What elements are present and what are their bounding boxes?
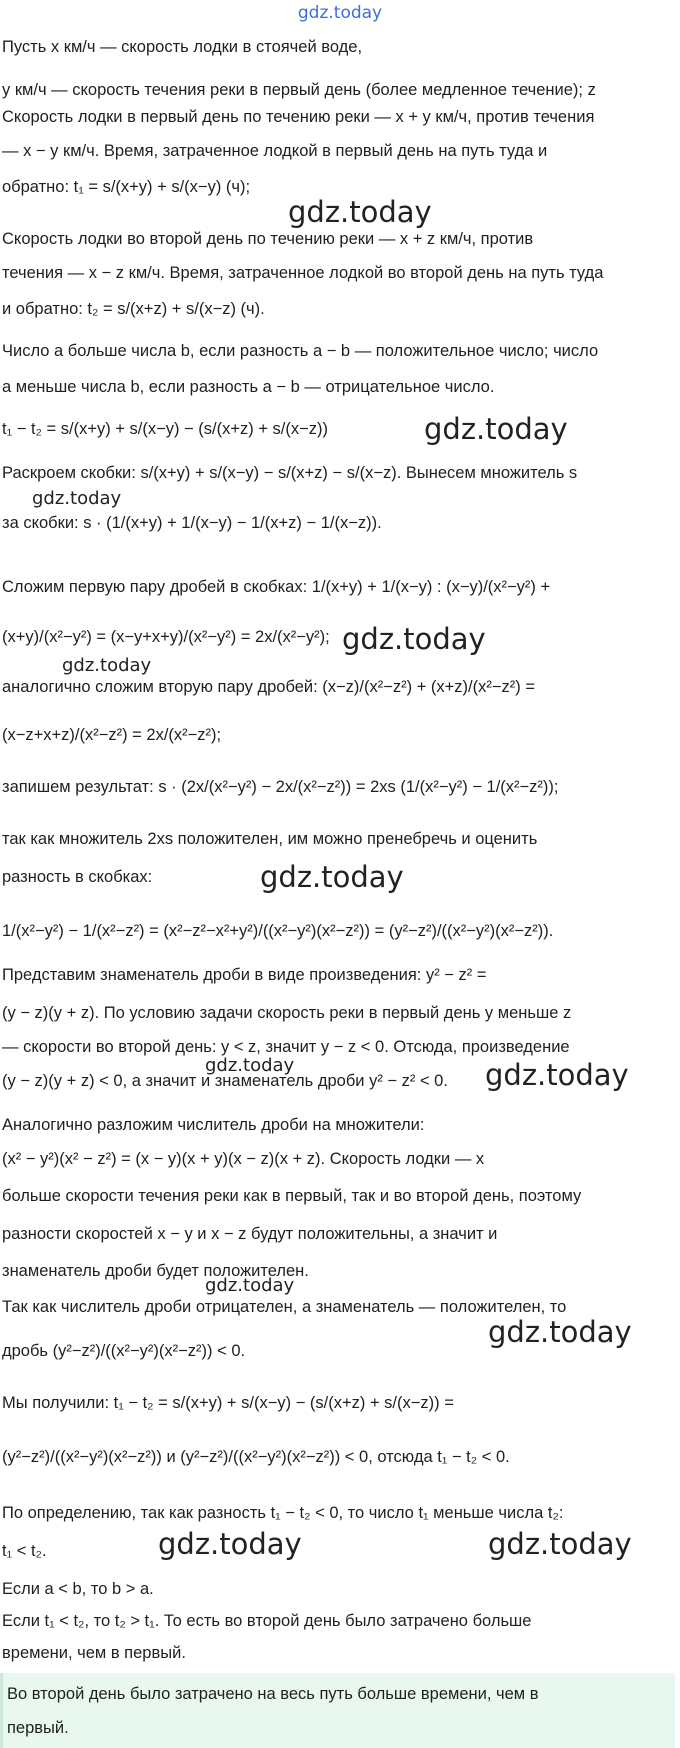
site-header-link[interactable]: gdz.today xyxy=(297,3,383,23)
solution-line: (y − z)(y + z). По условию задачи скорость реки в первый день y меньше z xyxy=(2,1004,572,1022)
solution-line: обратно: t₁ = s/(x+y) + s/(x−y) (ч); xyxy=(2,178,251,196)
solution-line: так как множитель 2xs положителен, им можно пренебречь и оценить xyxy=(2,830,538,848)
solution-line: t₁ < t₂. xyxy=(2,1542,47,1560)
solution-line: — x − y км/ч. Время, затраченное лодкой в первый день на путь туда и xyxy=(2,142,548,160)
solution-line: времени, чем в первый. xyxy=(2,1644,186,1662)
solution-line: y км/ч — скорость течения реки в первый день (более медленное течение); z xyxy=(2,81,596,99)
solution-line: (y − z)(y + z) < 0, а значит и знаменатель дроби y² − z² < 0. xyxy=(2,1072,448,1090)
solution-line: Сложим первую пару дробей в скобках: 1/(x+y) + 1/(x−y) : (x−y)/(x²−y²) + xyxy=(2,578,551,596)
solution-line: за скобки: s · (1/(x+y) + 1/(x−y) − 1/(x+z) − 1/(x−z)). xyxy=(2,514,382,532)
solution-line: По определению, так как разность t₁ − t₂ < 0, то число t₁ меньше числа t₂: xyxy=(2,1504,564,1522)
answer-box xyxy=(0,1673,675,1748)
solution-line: (y²−z²)/((x²−y²)(x²−z²)) и (y²−z²)/((x²−y²)(x²−z²)) < 0, отсюда t₁ − t₂ < 0. xyxy=(2,1448,510,1466)
solution-line: Если a < b, то b > a. xyxy=(2,1580,154,1598)
solution-line: Пусть x км/ч — скорость лодки в стоячей воде, xyxy=(2,38,363,56)
watermark: gdz.today xyxy=(205,1055,295,1076)
solution-line: Если t₁ < t₂, то t₂ > t₁. То есть во второй день было затрачено больше xyxy=(2,1612,532,1630)
solution-line: аналогично сложим вторую пару дробей: (x−z)/(x²−z²) + (x+z)/(x²−z²) = xyxy=(2,678,535,696)
solution-line: Аналогично разложим числитель дроби на множители: xyxy=(2,1116,425,1134)
solution-line: (x² − y²)(x² − z²) = (x − y)(x + y)(x − z)(x + z). Скорость лодки — x xyxy=(2,1150,485,1168)
watermark: gdz.today xyxy=(32,488,122,509)
solution-line: Число a больше числа b, если разность a − b — положительное число; число xyxy=(2,342,599,360)
solution-line: (x+y)/(x²−y²) = (x−y+x+y)/(x²−y²) = 2x/(x²−y²); xyxy=(2,628,330,646)
solution-line: и обратно: t₂ = s/(x+z) + s/(x−z) (ч). xyxy=(2,300,265,318)
answer-line: Во второй день было затрачено на весь путь больше времени, чем в xyxy=(7,1685,539,1703)
solution-line: дробь (y²−z²)/((x²−y²)(x²−z²)) < 0. xyxy=(2,1342,246,1360)
solution-line: больше скорости течения реки как в первый, так и во второй день, поэтому xyxy=(2,1187,582,1205)
solution-line: 1/(x²−y²) − 1/(x²−z²) = (x²−z²−x²+y²)/((x²−y²)(x²−z²)) = (y²−z²)/((x²−y²)(x²−z²)). xyxy=(2,922,554,940)
solution-line: разности скоростей x − y и x − z будут положительны, а значит и xyxy=(2,1225,498,1243)
solution-line: знаменатель дроби будет положителен. xyxy=(2,1262,309,1280)
watermark: gdz.today xyxy=(488,1527,632,1561)
watermark: gdz.today xyxy=(158,1527,302,1561)
watermark: gdz.today xyxy=(342,622,486,656)
solution-line: t₁ − t₂ = s/(x+y) + s/(x−y) − (s/(x+z) + s/(x−z)) xyxy=(2,420,328,438)
solution-line: Мы получили: t₁ − t₂ = s/(x+y) + s/(x−y) − (s/(x+z) + s/(x−z)) = xyxy=(2,1394,454,1412)
solution-line: Так как числитель дроби отрицателен, а знаменатель — положителен, то xyxy=(2,1298,567,1316)
watermark: gdz.today xyxy=(488,1315,632,1349)
answer-line: первый. xyxy=(7,1719,69,1737)
solution-line: течения — x − z км/ч. Время, затраченное лодкой во второй день на путь туда xyxy=(2,264,604,282)
watermark: gdz.today xyxy=(424,412,568,446)
solution-line: — скорости во второй день: y < z, значит y − z < 0. Отсюда, произведение xyxy=(2,1038,570,1056)
watermark: gdz.today xyxy=(485,1058,629,1092)
solution-line: a меньше числа b, если разность a − b — отрицательное число. xyxy=(2,378,495,396)
solution-line: (x−z+x+z)/(x²−z²) = 2x/(x²−z²); xyxy=(2,726,222,744)
watermark: gdz.today xyxy=(62,655,152,676)
solution-line: разность в скобках: xyxy=(2,868,153,886)
solution-line: Раскроем скобки: s/(x+y) + s/(x−y) − s/(x+z) − s/(x−z). Вынесем множитель s xyxy=(2,464,578,482)
watermark: gdz.today xyxy=(288,195,432,229)
watermark: gdz.today xyxy=(260,860,404,894)
solution-line: запишем результат: s · (2x/(x²−y²) − 2x/(x²−z²)) = 2xs (1/(x²−y²) − 1/(x²−z²)); xyxy=(2,778,559,796)
solution-line: Представим знаменатель дроби в виде произведения: y² − z² = xyxy=(2,966,487,984)
watermark: gdz.today xyxy=(205,1275,295,1296)
solution-line: Скорость лодки во второй день по течению реки — x + z км/ч, против xyxy=(2,230,534,248)
solution-line: Скорость лодки в первый день по течению реки — x + y км/ч, против течения xyxy=(2,108,595,126)
